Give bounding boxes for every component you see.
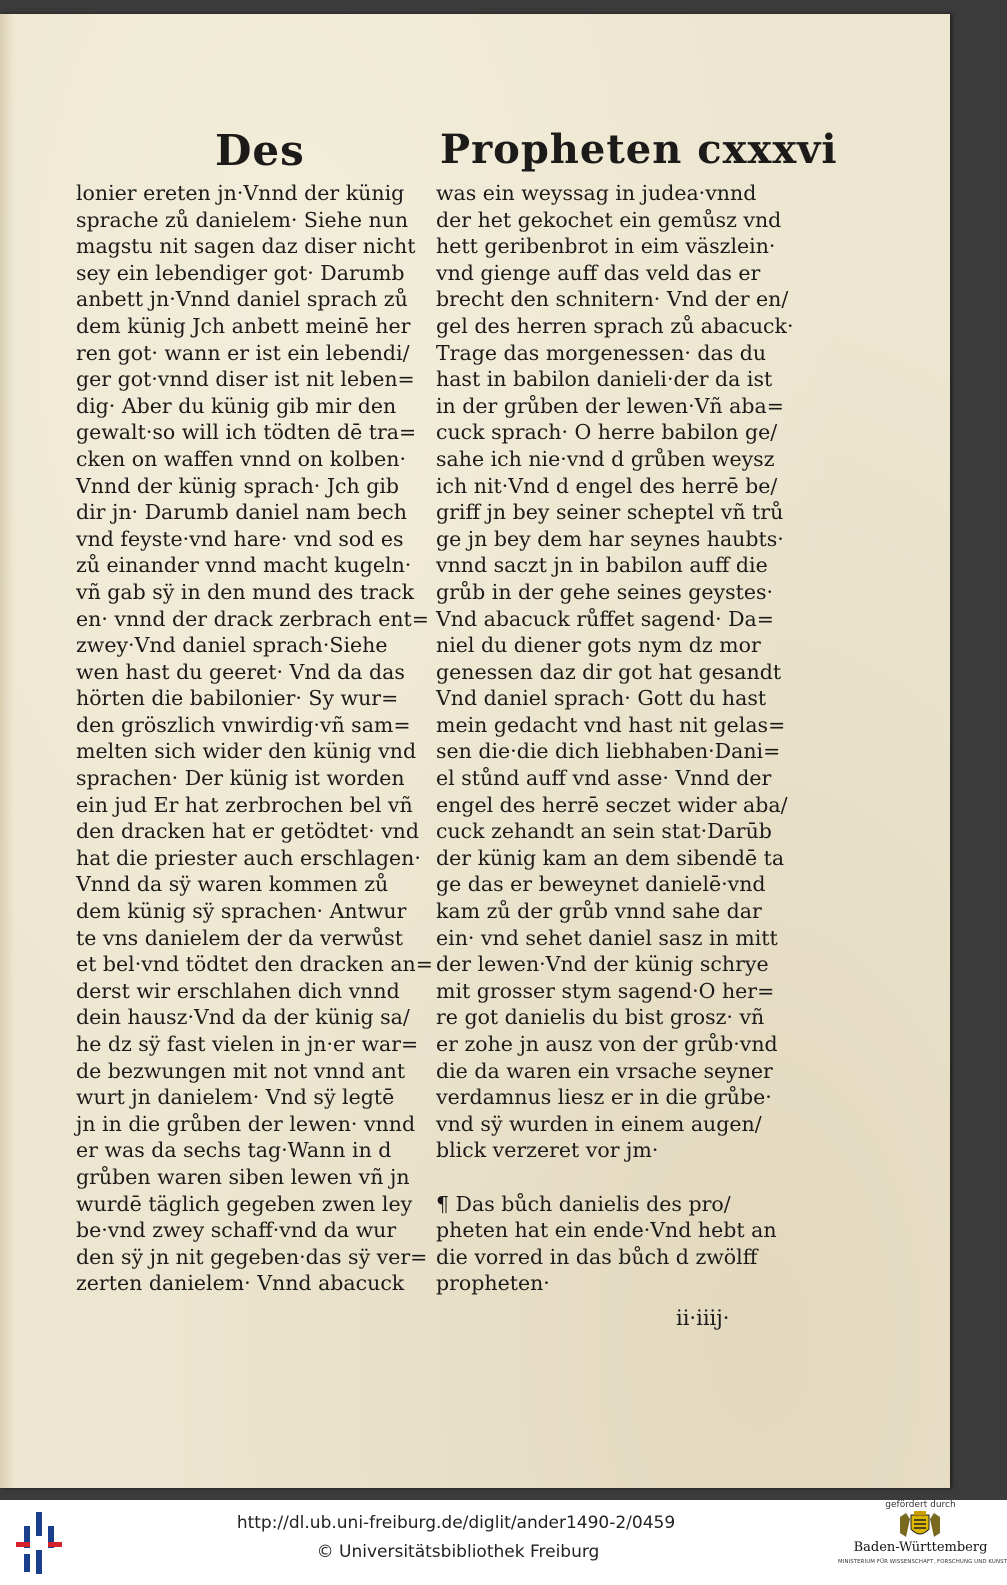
book-page [0,14,950,1488]
left-column-line: grůben waren siben lewen vñ jn [76,1164,410,1189]
left-column-line: lonier ereten jn·Vnnd der künig [76,181,405,205]
copyright-notice: © Universitätsbibliothek Freiburg [316,1542,600,1562]
right-column-line: was ein weyssag in judea·vnnd [436,181,757,205]
right-column-line: mit grosser stym sagend·O her= [436,978,775,1003]
right-column-line: re got danielis du bist grosz· vñ [436,1005,765,1030]
right-column-line: der lewen·Vnd der künig schrye [436,952,769,977]
left-column-line: sprachen· Der künig ist worden [76,766,405,791]
left-column-line: derst wir erschlahen dich vnnd [76,978,400,1003]
right-column-line: Trage das morgenessen· das du [436,340,767,365]
left-column-line: den sÿ jn nit gegeben·das sÿ ver= [76,1244,428,1269]
right-column-line: vnd gienge auff das veld das er [436,260,761,285]
right-column-line: sen die·die dich liebhaben·Dani= [436,739,781,764]
viewer-footer [0,1500,1007,1585]
right-column-line: genessen daz dir got hat gesandt [436,659,782,684]
left-column-line: zerten danielem· Vnnd abacuck [76,1271,405,1296]
left-column-line: anbett jn·Vnnd daniel sprach zů [76,287,408,312]
left-column-line: ein jud Er hat zerbrochen bel vñ [76,792,413,817]
right-column-line: hett geribenbrot in eim väszlein· [436,234,776,259]
left-column-line: den gröszlich vnwirdig·vñ sam= [76,712,411,737]
left-column-line: dein hausz·Vnd da der künig sa/ [76,1005,410,1030]
coat-of-arms-icon [896,1511,944,1541]
left-column-line: ren got· wann er ist ein lebendi/ [76,340,410,365]
left-column-line: cken on waffen vnnd on kolben· [76,446,406,471]
right-column-line: der künig kam an dem sibendē ta [436,845,785,870]
right-column-line: brecht den schnitern· Vnd der en/ [436,287,789,312]
right-column-line: niel du diener gots nym dz mor [436,633,761,658]
right-column-line: cuck zehandt an sein stat·Darūb [436,819,772,844]
right-column-line: vnd sÿ wurden in einem augen/ [436,1111,762,1136]
running-head-left: Des [215,126,305,175]
right-column-line: mein gedacht vnd hast nit gelas= [436,712,786,737]
right-column-line: vnnd saczt jn in babilon auff die [436,553,768,578]
right-column-line: hast in babilon danieli·der da ist [436,367,773,392]
left-column-line: melten sich wider den künig vnd [76,739,417,764]
sponsor-block [838,1500,1007,1585]
sponsor-caption: gefördert durch [885,1500,956,1510]
right-column-line: verdamnus liesz er in die grůbe· [436,1085,772,1110]
right-column-line: Vnd daniel sprach· Gott du hast [436,686,767,711]
left-column-line: wen hast du geeret· Vnd da das [76,659,405,684]
closing-paragraph-line: die vorred in das bůch d zwölff [436,1244,758,1269]
left-column-line: jn in die grůben der lewen· vnnd [76,1111,416,1136]
right-column-line: ich nit·Vnd d engel des herrē be/ [436,473,778,498]
left-column-line: en· vnnd der drack zerbrach ent= [76,606,429,631]
right-column-line: grůb in der gehe seines geystes· [436,579,774,604]
right-column-line: ge jn bey dem har seynes haubts· [436,526,784,551]
left-column-line: he dz sÿ fast vielen in jn·er war= [76,1032,419,1056]
left-column-line: magstu nit sagen daz diser nicht [76,234,416,259]
page-gutter-shadow [0,14,14,1488]
left-column-line: de bezwungen mit not vnnd ant [76,1058,406,1083]
left-column-line: dig· Aber du künig gib mir den [76,393,397,418]
text-column-left [76,180,433,1297]
right-column-line: cuck sprach· O herre babilon ge/ [436,420,778,445]
left-column-line: gewalt·so will ich tödten dē tra= [76,420,417,445]
left-column-line: dir jn· Darumb daniel nam bech [76,500,407,525]
closing-paragraph-line: propheten· [436,1271,550,1296]
left-column-line: hörten die babilonier· Sy wur= [76,686,399,711]
running-head-right: Propheten cxxxvi [440,126,838,173]
left-column-line: Vnnd da sÿ waren kommen zů [76,872,389,897]
left-column-line: et bel·vnd tödtet den dracken an= [76,952,433,977]
left-column-line: te vns danielem der da verwůst [76,925,404,950]
left-column-line: Vnnd der künig sprach· Jch gib [76,473,400,498]
right-column-line: engel des herrē seczet wider aba/ [436,792,788,817]
right-column-line: kam zů der grůb vnnd sahe dar [436,899,762,924]
right-column-line: Vnd abacuck růffet sagend· Da= [436,606,774,631]
left-column-line: zwey·Vnd daniel sprach·Siehe [76,633,388,658]
right-column-line: blick verzeret vor jm· [436,1138,659,1163]
closing-paragraph-line: ¶ Das bůch danielis des pro/ [436,1191,731,1216]
paragraph-gap [436,1164,786,1191]
right-column-line: in der grůben der lewen·Vñ aba= [436,393,784,418]
left-column-line: vnd feyste·vnd hare· vnd sod es [76,526,404,551]
right-column-line: ein· vnd sehet daniel sasz in mitt [436,925,778,950]
right-column-line: die da waren ein vrsache seyner [436,1058,773,1083]
right-column-line: der het gekochet ein gemůsz vnd [436,207,782,232]
left-column-line: wurt jn danielem· Vnd sÿ legtē [76,1085,395,1110]
left-column-line: wurdē täglich gegeben zwen ley [76,1191,413,1216]
sponsor-ministry: MINISTERIUM FÜR WISSENSCHAFT, FORSCHUNG UND KUNST [838,1559,1007,1565]
left-column-line: dem künig sÿ sprachen· Antwur [76,899,407,924]
left-column-line: sey ein lebendiger got· Darumb [76,260,405,285]
left-column-line: zů einander vnnd macht kugeln· [76,553,412,578]
right-column-line: sahe ich nie·vnd d grůben weysz [436,446,775,471]
left-column-line: sprache zů danielem· Siehe nun [76,207,409,232]
closing-paragraph-line: pheten hat ein ende·Vnd hebt an [436,1218,777,1243]
left-column-line: hat die priester auch erschlagen· [76,845,421,870]
left-column-line: be·vnd zwey schaff·vnd da wur [76,1218,397,1243]
permalink-url[interactable]: http://dl.ub.uni-freiburg.de/diglit/ander1490-2/0459 [236,1513,676,1533]
right-column-line: el stůnd auff vnd asse· Vnnd der [436,766,772,791]
signature-mark: ii·iiij· [676,1306,730,1330]
left-column-line: den dracken hat er getödtet· vnd [76,819,420,844]
right-column-line: ge das er beweynet danielē·vnd [436,872,766,897]
right-column-line: er zohe jn ausz von der grůb·vnd [436,1032,778,1056]
left-column-line: dem künig Jch anbett meinē her [76,313,411,338]
right-column-line: gel des herren sprach zů abacuck· [436,313,794,338]
sponsor-name: Baden-Württemberg [853,1540,988,1555]
text-column-right [436,180,794,1297]
right-column-line: griff jn bey seiner scheptel vñ trů [436,500,784,525]
left-column-line: er was da sechs tag·Wann in d [76,1138,392,1163]
left-column-line: ger got·vnnd diser ist nit leben= [76,367,415,392]
left-column-line: vñ gab sÿ in den mund des track [76,579,415,604]
